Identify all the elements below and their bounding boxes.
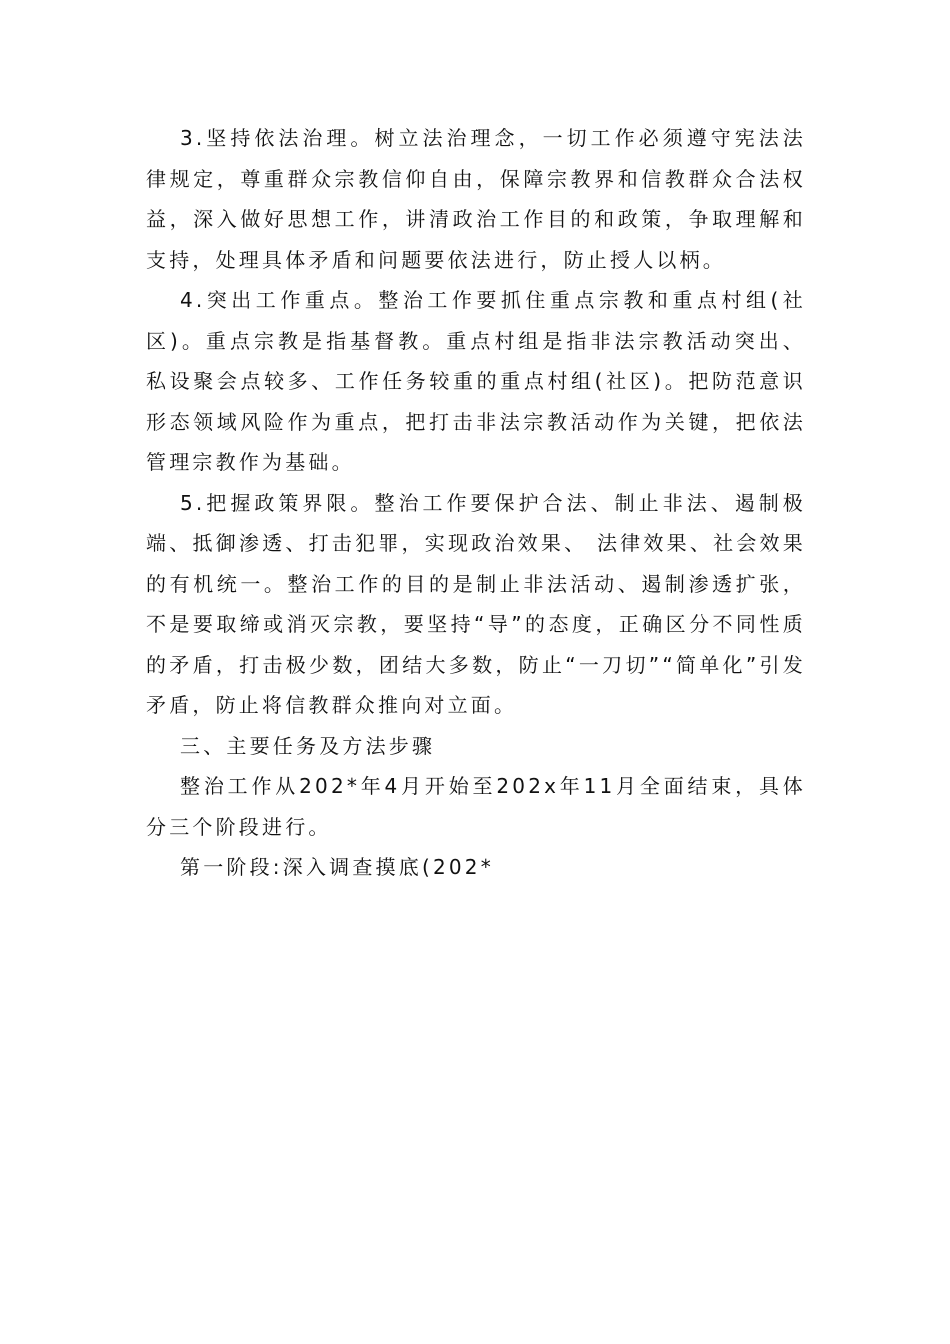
paragraph-phase-one: 第一阶段:深入调查摸底(202* [180,855,494,879]
paragraph-policy-limits: 5.把握政策界限。整治工作要保护合法、制止非法、遏制极端、抵御渗透、打击犯罪，实现政治效果、 法律效果、社会效果的有机统一。整治工作的目的是制止非法活动、遏制渗透扩张，不是要取缔或消灭宗教，要坚持“导”的态度，正确区分不同性质的矛盾，打击极少数，团结大多数，防止“一刀切”“简单化”引发矛盾，防止将信教群众推向对立面。 [146,490,806,717]
section-heading-main-tasks: 三、主要任务及方法步骤 [180,733,436,758]
paragraph-schedule: 整治工作从202*年4月开始至202x年11月全面结束，具体分三个阶段进行。 [146,774,806,839]
paragraph-key-focus: 4.突出工作重点。整治工作要抓住重点宗教和重点村组(社区)。重点宗教是指基督教。重点村组是指非法宗教活动突出、私设聚会点较多、工作任务较重的重点村组(社区)。把防范意识形态领域风险作为重点，把打击非法宗教活动作为关键，把依法管理宗教作为基础。 [146,288,806,474]
paragraph-rule-of-law: 3.坚持依法治理。树立法治理念，一切工作必须遵守宪法法律规定，尊重群众宗教信仰自由，保障宗教界和信教群众合法权益，深入做好思想工作，讲清政治工作目的和政策，争取理解和支持，处理具体矛盾和问题要依法进行，防止授人以柄。 [146,126,806,272]
document-body [146,118,806,888]
